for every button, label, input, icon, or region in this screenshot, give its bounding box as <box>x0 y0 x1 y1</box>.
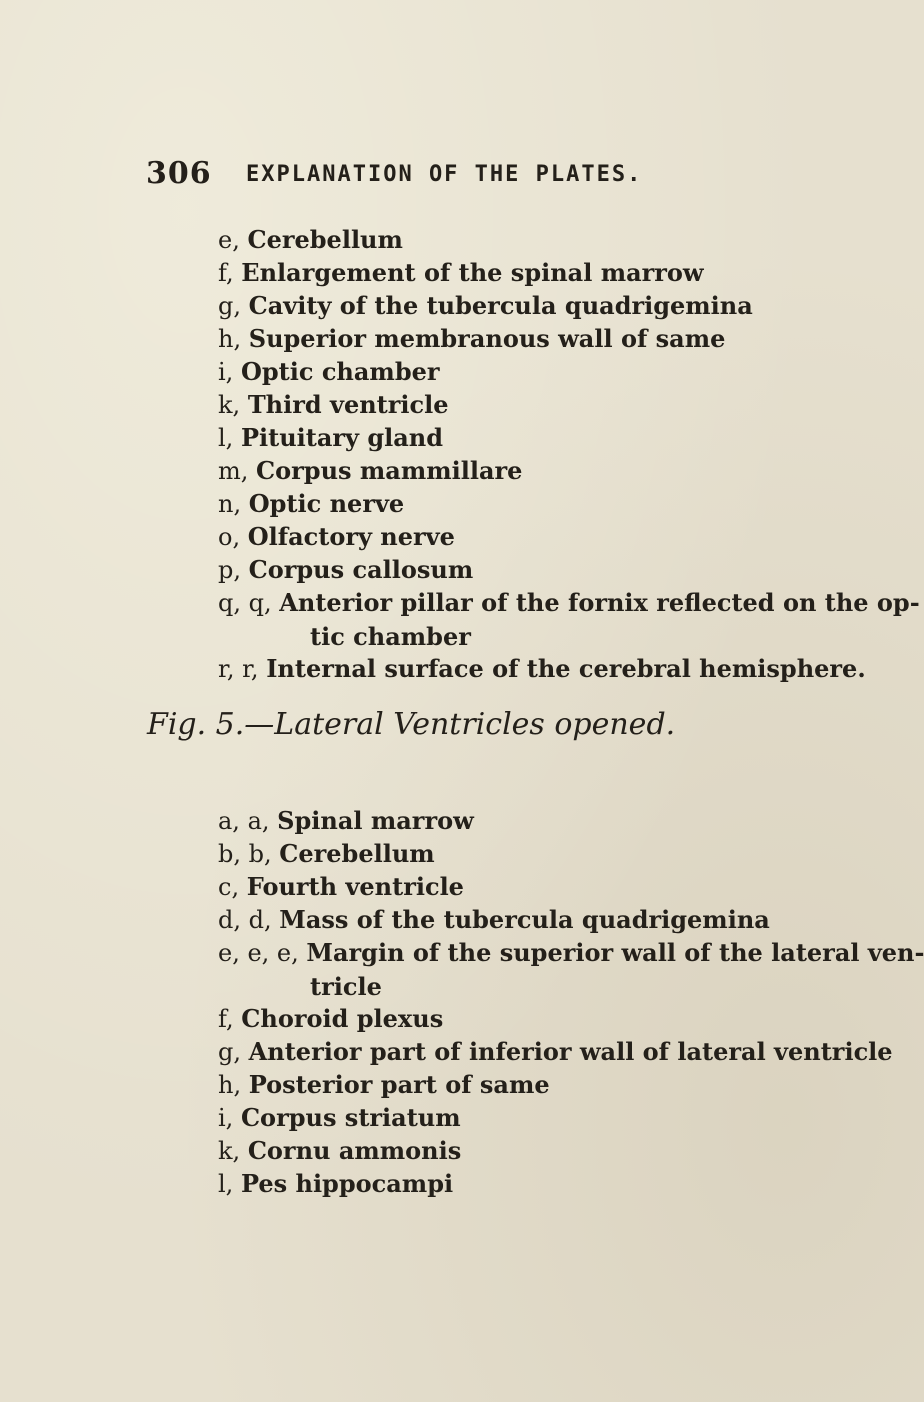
legend-item <box>218 936 924 1002</box>
legend-item <box>218 355 788 388</box>
legend-item <box>218 223 788 256</box>
legend-term: Posterior part of same <box>248 1070 550 1099</box>
legend-item <box>218 1134 788 1167</box>
legend-list-fig4 <box>218 223 920 685</box>
legend-term: Cerebellum <box>279 839 435 868</box>
legend-term: Pes hippocampi <box>240 1169 454 1198</box>
legend-item <box>218 322 788 355</box>
legend-term-continuation: tic chamber <box>310 622 471 651</box>
legend-item <box>218 1035 893 1068</box>
legend-item <box>218 586 920 652</box>
legend-key: i, <box>218 1104 234 1132</box>
legend-term: Fourth ventricle <box>246 872 464 901</box>
legend-key: l, <box>218 1170 234 1198</box>
legend-item <box>218 652 866 685</box>
legend-term: Optic nerve <box>248 489 405 518</box>
legend-key: d, d, <box>218 906 272 934</box>
legend-key: a, a, <box>218 807 270 835</box>
legend-item <box>218 837 788 870</box>
legend-item <box>218 487 788 520</box>
legend-key: e, e, e, <box>218 939 299 967</box>
legend-term: Third ventricle <box>247 390 449 419</box>
legend-key: r, r, <box>218 655 259 683</box>
legend-term: Spinal marrow <box>277 806 474 835</box>
legend-term: Mass of the tubercula quadrigemina <box>279 905 770 934</box>
legend-item <box>218 520 788 553</box>
legend-key: e, <box>218 226 240 254</box>
page-number: 306 <box>146 156 212 191</box>
legend-term: Margin of the superior wall of the lateral ven- <box>306 938 924 967</box>
legend-key: i, <box>218 358 234 386</box>
legend-item <box>218 1167 788 1200</box>
legend-item <box>218 804 788 837</box>
legend-item <box>218 388 788 421</box>
legend-key: f, <box>218 259 234 287</box>
legend-term: Corpus mammillare <box>256 456 523 485</box>
legend-term-continuation: tricle <box>310 972 382 1001</box>
legend-item <box>218 870 788 903</box>
page-header <box>146 156 766 196</box>
legend-key: p, <box>218 556 241 584</box>
legend-term: Enlargement of the spinal marrow <box>241 258 704 287</box>
legend-key: n, <box>218 490 242 518</box>
legend-term: Corpus callosum <box>248 555 474 584</box>
legend-term: Choroid plexus <box>241 1004 444 1033</box>
legend-term: Internal surface of the cerebral hemisphere. <box>266 654 866 683</box>
legend-item <box>218 256 788 289</box>
legend-key: g, <box>218 1038 241 1066</box>
legend-term: Superior membranous wall of same <box>248 324 726 353</box>
legend-term: Cavity of the tubercula quadrigemina <box>248 291 753 320</box>
legend-key: h, <box>218 1071 242 1099</box>
legend-term: Corpus striatum <box>240 1103 461 1132</box>
legend-item <box>218 454 788 487</box>
legend-term: Cornu ammonis <box>247 1136 462 1165</box>
legend-key: q, q, <box>218 589 272 617</box>
legend-key: b, b, <box>218 840 272 868</box>
legend-list-fig5 <box>218 804 924 1200</box>
legend-term: Anterior part of inferior wall of lateral ventricle <box>248 1037 893 1066</box>
legend-key: c, <box>218 873 240 901</box>
legend-item <box>218 421 788 454</box>
legend-key: k, <box>218 391 241 419</box>
legend-key: l, <box>218 424 234 452</box>
legend-key: o, <box>218 523 241 551</box>
legend-item <box>218 1101 788 1134</box>
legend-term: Anterior pillar of the fornix reflected on the op- <box>279 588 920 617</box>
legend-key: k, <box>218 1137 241 1165</box>
legend-key: f, <box>218 1005 234 1033</box>
legend-item <box>218 1068 788 1101</box>
legend-term: Cerebellum <box>247 225 403 254</box>
legend-term: Pituitary gland <box>240 423 444 452</box>
legend-item <box>218 903 788 936</box>
legend-term: Optic chamber <box>240 357 440 386</box>
legend-term: Olfactory nerve <box>247 522 455 551</box>
legend-key: h, <box>218 325 242 353</box>
running-head: EXPLANATION OF THE PLATES. <box>246 162 643 187</box>
figure-caption: Fig. 5.—Lateral Ventricles opened. <box>147 707 676 742</box>
legend-item <box>218 289 788 322</box>
legend-key: m, <box>218 457 249 485</box>
legend-item <box>218 553 788 586</box>
legend-key: g, <box>218 292 241 320</box>
legend-item <box>218 1002 788 1035</box>
